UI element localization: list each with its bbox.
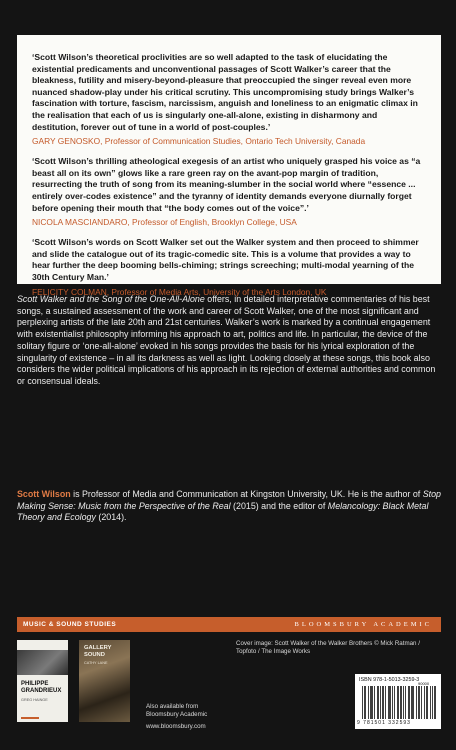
bio-text: is Professor of Media and Communication at Kingston University, UK. He is the author of [70,489,423,499]
cover-image-credit: Cover image: Scott Walker of the Walker Brothers © Mick Ratman / Topfoto / The Image Works [236,640,420,656]
book-title-italic: Scott Walker and the Song of the One-All-Alone [17,294,205,304]
quote-text: ‘Scott Wilson’s theoretical proclivities are so well adapted to the task of elucidating the existential predicaments and unconventional passages of Scott Walker’s career that the bleakness, futility and misery-beyond-pleasure that preoccupied the singer reveal even more nuanced shadow-play under his critical scrutiny. This uncompromising study brings Walker’s fascination with torture, fascism, narcissism, anguish and loneliness to an enigmatic climax in the realisation that each of us is singularly one-all-alone, existing in disharmony and destitution, forever out of tune in a world of post-couples.’ [32,52,418,132]
bio-book-2: Melancology: Black Metal Theory and Ecology [17,500,429,523]
bio-text: (2014). [95,512,127,523]
author-name: Scott Wilson [17,489,71,499]
quote-attribution: GARY GENOSKO, Professor of Communication Studies, Ontario Tech University, Canada [32,136,366,147]
related-book-cover-1 [17,640,68,722]
barcode-icon [362,686,436,719]
book-cover-photo [17,650,68,675]
quote-1 [32,52,425,147]
book-cover-author: GREG HAINGE [21,698,48,702]
publisher-label: BLOOMSBURY ACADEMIC [294,621,432,628]
publisher-mark [21,717,39,719]
quote-text: ‘Scott Wilson’s thrilling atheological exegesis of an artist who uniquely grasped his voice as “a beast all on its own” glows like a rare green ray on the avant-pop margin of tradition, resurrecting the truth of song from its meaning-slumber in the social world where “essence ... entirely over-codes existence” and the tyranny of identity demands everyone diurnally forget before opening their mouth that “the body comes out of the voice”.’ [32,156,421,213]
bio-text: (2015) and the editor of [230,500,328,511]
isbn-barcode-box [355,674,441,729]
quote-text: ‘Scott Wilson’s words on Scott Walker set out the Walker system and then proceed to shimmer and slide the catalogue out of its tragic-comedic site. This is a volume that provides a way to hear further the deep booming bells-chiming; strings screeching; multi-modal yearning of the 30th Century Man.’ [32,237,419,282]
also-line-2: Bloomsbury Academic [146,711,208,718]
also-available [146,703,207,719]
isbn-label: ISBN 978-1-5013-3259-3 [359,677,420,683]
barcode-digits: 9 781501 332593 [357,720,411,726]
bio-book-1: Stop Making Sense: Music from the Perspective of the Real [17,489,441,511]
related-book-cover-2 [79,640,130,722]
book-cover-title: GALLERY SOUND [84,645,112,658]
book-cover-title: PHILIPPE GRANDRIEUX [21,681,62,694]
publisher-website: www.bloomsbury.com [146,723,206,730]
series-label: MUSIC & SOUND STUDIES [23,621,117,628]
quote-attribution: NICOLA MASCIANDARO, Professor of English, Brooklyn College, USA [32,217,297,228]
book-description [17,294,441,388]
quote-attribution: FELICITY COLMAN, Professor of Media Arts, University of the Arts London, UK [32,286,327,297]
description-text: offers, in detailed interpretative commentaries of his best songs, a sustained assessment of the work and career of Scott Walker, one of the most significant and perplexing artists of the late 20th and 21st centuries. Walker’s work is marked by a continual engagement with existentialist philosophy informing his approach to art, politics and life. In particular, the device of the solitary figure or ‘one-all-alone’ evoked in his songs provides the basis for his lyrical exploration of the singularity of existence – in all its darkness as well as light. Looking closely at these songs, this book also considers the wider political implications of his approach in its rejection of external authorities and common or consensual ideals. [17,294,436,386]
author-bio [17,489,441,524]
book-cover-author: CATHY LANE [84,661,108,665]
endorsements-panel [17,35,441,297]
also-line-1: Also available from [146,703,199,710]
price-addon-digits: 90000 [418,681,430,686]
series-bar [17,617,441,632]
quote-3 [32,237,425,297]
quote-2 [32,156,425,228]
